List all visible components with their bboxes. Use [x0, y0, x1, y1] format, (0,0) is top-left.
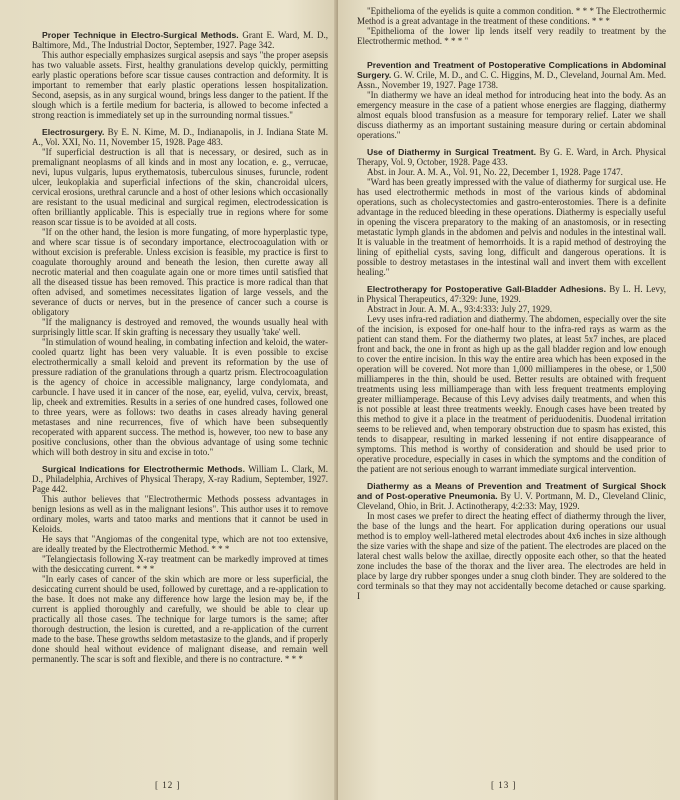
- paragraph: Levy uses infra-red radiation and diathermy. The abdomen, especially over the site of the incision, is exposed for one-half hour to the infra-red rays as warm as the patient can stand them. For the diathermy two plates, at least 5x7 inches, are placed front and back, the one in front as high up as the gall bladder region and low enough to cover the entire incision. In this way the entire area which has been exposed in the operation will be covered. Not more than 1,000 milliamperes in the obese, or 1,500 milliamperes in the thin, should be used. Better results are obtained with frequent treatments using less milliamperage than with less frequent treatments employing greater milliamperage. Because of this Levy advises daily treatments, and when this is not possible at least three treatments weekly. Enough cases have been treated by this method to give it a place in the treatment of periduodenitis. Duodenal irritation seems to be relieved and, when temporary obstruction due to spasm has existed, this tends to disappear, resulting in marked lessening if not entire disappearance of symptoms. This method is worthy of consideration and should be used prior to operative procedure, especially in cases in which the symptoms and the condition of the patient are not serious enough to warrant immediate surgical intervention.: [357, 314, 666, 474]
- paragraph: "If the malignancy is destroyed and removed, the wounds usually heal with surprisingly little scar. If skin grafting is necessary they usually 'take' well.: [32, 317, 328, 337]
- article-citation: [32, 127, 328, 147]
- article-citation: [357, 147, 666, 167]
- article-title: Prevention and Treatment of Postoperative Complications in Abdominal Surgery.: [357, 60, 666, 80]
- paragraph: "In diathermy we have an ideal method for introducing heat into the body. As an emergency measure in the case of a patient whose energies are flagging, diathermy almost equals blood transfusion as a measure for temporary relief. Later we shall discuss diathermy as an important sustaining measure during or certain abdominal operations.": [357, 90, 666, 140]
- citation-text: By E. N. Kime, M. D., Indianapolis, in J. Indiana State M. A., Vol. XXI, No. 11, November 15, 1928. Page 483.: [32, 127, 328, 147]
- paragraph: In most cases we prefer to direct the heating effect of diathermy through the liver, the base of the lungs and the heart. For application during operations our usual method is to employ well-lathered metal electrodes about 4x6 inches in size although the size varies with the shape and size of the patient. The electrodes are placed on the lateral chest walls below the axillae, directly opposite each other, so that the heated zone includes the base of the thorax and the liver area. The electrodes are held in place by large dry rubber sponges under a snug cloth binder. They are soldered to the cord terminals so that they may not accidentally become detached or cause sparking. I: [357, 511, 666, 601]
- article-citation: [357, 481, 666, 511]
- paragraph: "In early cases of cancer of the skin which are more or less superficial, the desiccating current should be used, followed by curettage, and a re-application to the base. It does not make any difference how large the lesion may be, if the current is applied thoroughly and carefully, we should be able to clear up practically all those cases. The technique for large tumors is the same; after thorough destruction, the lesion is curetted, and a re-application of the current made to the base. These growths seldom metastasize to the glands, and if properly done should heal without evidence of malignant disease, and remain well permanently. The scar is soft and flexible, and there is no contracture. * * *: [32, 574, 328, 664]
- article-title: Diathermy as a Means of Prevention and Treatment of Surgical Shock and of Post-operative Pneumonia.: [357, 481, 666, 501]
- citation-text: By L. H. Levy, in Physical Therapeutics, 47:329: June, 1929.: [357, 284, 666, 304]
- citation-text: By U. V. Portmann, M. D., Cleveland Clinic, Cleveland, Ohio, in Brit. J. Actinotherapy, 4:2:33: May, 1929.: [357, 491, 667, 511]
- article-entry: [357, 60, 666, 140]
- article-citation: [32, 30, 328, 50]
- article-citation: [32, 464, 328, 494]
- article-entry: [32, 127, 328, 457]
- article-entry: [357, 481, 666, 601]
- citation-text: William L. Clark, M. D., Philadelphia, Archives of Physical Therapy, X-ray Radium, September, 1927. Page 442.: [32, 464, 328, 494]
- right-page: [338, 0, 680, 800]
- article-entry: [32, 464, 328, 664]
- paragraph: "If superficial destruction is all that is necessary, or desired, such as in premalignant neoplasms of all kinds and in most any location, e. g., verrucae, nevi, lupus vulgaris, lupus erythematosis, tuberculous sinuses, furuncle, rodent ulcer, leukoplakia and superficial infections of the skin, chancroidal ulcers, cervical erosions, urethral caruncle and a host of other lesions which occasionally are resistant to the usual medicinal and surgical regimen, electrodessication is often brilliantly applicable. This is especially true in regions where for some reason scar tissue is to be avoided at all costs.: [32, 147, 328, 227]
- citation-text: Grant E. Ward, M. D., Baltimore, Md., The Industrial Doctor, September, 1927. Page 342.: [32, 30, 328, 50]
- article-extra-citation: Abst. in Jour. A. M. A., Vol. 91, No. 22, December 1, 1928. Page 1747.: [367, 167, 623, 177]
- article-citation: [357, 284, 666, 304]
- paragraph: "In stimulation of wound healing, in combating infection and keloid, the water-cooled quartz light has been very valuable. It is even possible to excise electrothermically a small keloid and prevent its reformation by the use of pressure radiation of the granulations through a quartz prism. Electrocoagulation is the agency of choice in accessible malignancy, large condylomata, and carbuncle. I have used it in cancer of the nose, ear, eyelid, vulva, cervix, breast, lip, cheek and extremities. Results in a series of one hundred cases, followed one to three years, were as follows: two deaths in cases already having general metastases and nine recurrences, five of which have been subsequently recoperated with apparent success. The method is, however, too new to base any positive conclusions, other than the obvious advantage of using some technic which will both destroy in situ and excise in toto.": [32, 337, 328, 457]
- left-page: [0, 0, 338, 800]
- article-title: Electrotherapy for Postoperative Gall-Bladder Adhesions.: [367, 284, 606, 294]
- article-title: Proper Technique in Electro-Surgical Methods.: [42, 30, 239, 40]
- paragraph: "Epithelioma of the eyelids is quite a common condition. * * * The Electrothermic Method is a great advantage in the treatment of these conditions. * * *: [357, 6, 666, 26]
- citation-text: By G. E. Ward, in Arch. Physical Therapy, Vol. 9, October, 1928. Page 433.: [357, 147, 666, 167]
- paragraph: "If on the other hand, the lesion is more fungating, of more hyperplastic type, and where scar tissue is of secondary importance, electrocoagulation with or without excision is preferable. Unless excision is feasible, my practice is first to coagulate thoroughly around and beneath the lesion, then curette away all necrotic material and then coagulate again one or more times until satisfied that all the diseased tissue has been removed. This practice is more radical than that often advised, and sometimes necessitates ligation of large vessels, and the severance of ducts or nerves, but in the presence of cancer such a course is obligatory: [32, 227, 328, 317]
- article-title: Surgical Indications for Electrothermic Methods.: [42, 464, 245, 474]
- article-title: Electrosurgery.: [42, 127, 105, 137]
- paragraph: "Ward has been greatly impressed with the value of diathermy for surgical use. He has used electrothermic methods in most of the various kinds of abdominal operations, such as cholecystectomies and gastro-enterostomies. There is a definite advantage in the reduced bleeding in these operations. Diathermy is especially useful in opening the viscera preparatory to the making of an anastomosis, or in resecting metastatic lymph glands in the abdomen and pelvis and nodules in the intestinal wall. It is valuable in the treatment of hemorrhoids. It is a rapid method of destroying the lining of epithelial cysts, saving long, difficult and dangerous operations. It is possible to destroy metastases in the intestinal wall and invert them with excellent healing.": [357, 177, 666, 277]
- article-citation: [357, 60, 666, 90]
- paragraph: This author especially emphasizes surgical asepsis and says "the proper asepsis has two valuable assets. First, healthy granulations develop quickly, permitting early plastic operations before scar tissue causes contraction and deformity. It is important to remember that early plastic operations lessen hospitalization. Second, asepsis, as in any surgical wound, brings less danger to the patient. If the slough which is a fertile medium for bacteria, is allowed to become infected a strong reaction is immediately set up in the surrounding normal tissues.": [32, 50, 328, 120]
- paragraph: "Telangiectasis following X-ray treatment can be markedly improved at times with the desiccating current. * * *: [32, 554, 328, 574]
- page-number: [ 12 ]: [155, 780, 181, 790]
- citation-text: G. W. Crile, M. D., and C. C. Higgins, M. D., Cleveland, Journal Am. Med. Assn., November 19, 1927. Page 1738.: [357, 70, 667, 90]
- paragraph: He says that "Angiomas of the congenital type, which are not too extensive, are ideally treated by the Electrothermic Method. * * *: [32, 534, 328, 554]
- article-entry: [357, 147, 666, 277]
- paragraph: "Epithelioma of the lower lip lends itself very readily to treatment by the Electrothermic method. * * * ": [357, 26, 666, 46]
- page-number: [ 13 ]: [491, 780, 517, 790]
- article-title: Use of Diathermy in Surgical Treatment.: [367, 147, 537, 157]
- article-entry: [357, 284, 666, 474]
- paragraph: This author believes that "Electrothermic Methods possess advantages in benign lesions as well as in the malignant lesions". This author uses it to remove ordinary moles, warts and tatoo marks and mentions that it cannot be used in Keloids.: [32, 494, 328, 534]
- article-extra-citation: Abstract in Jour. A. M. A., 93:4:333: July 27, 1929.: [367, 304, 553, 314]
- article-entry: [32, 30, 328, 120]
- continued-quote: [357, 6, 666, 46]
